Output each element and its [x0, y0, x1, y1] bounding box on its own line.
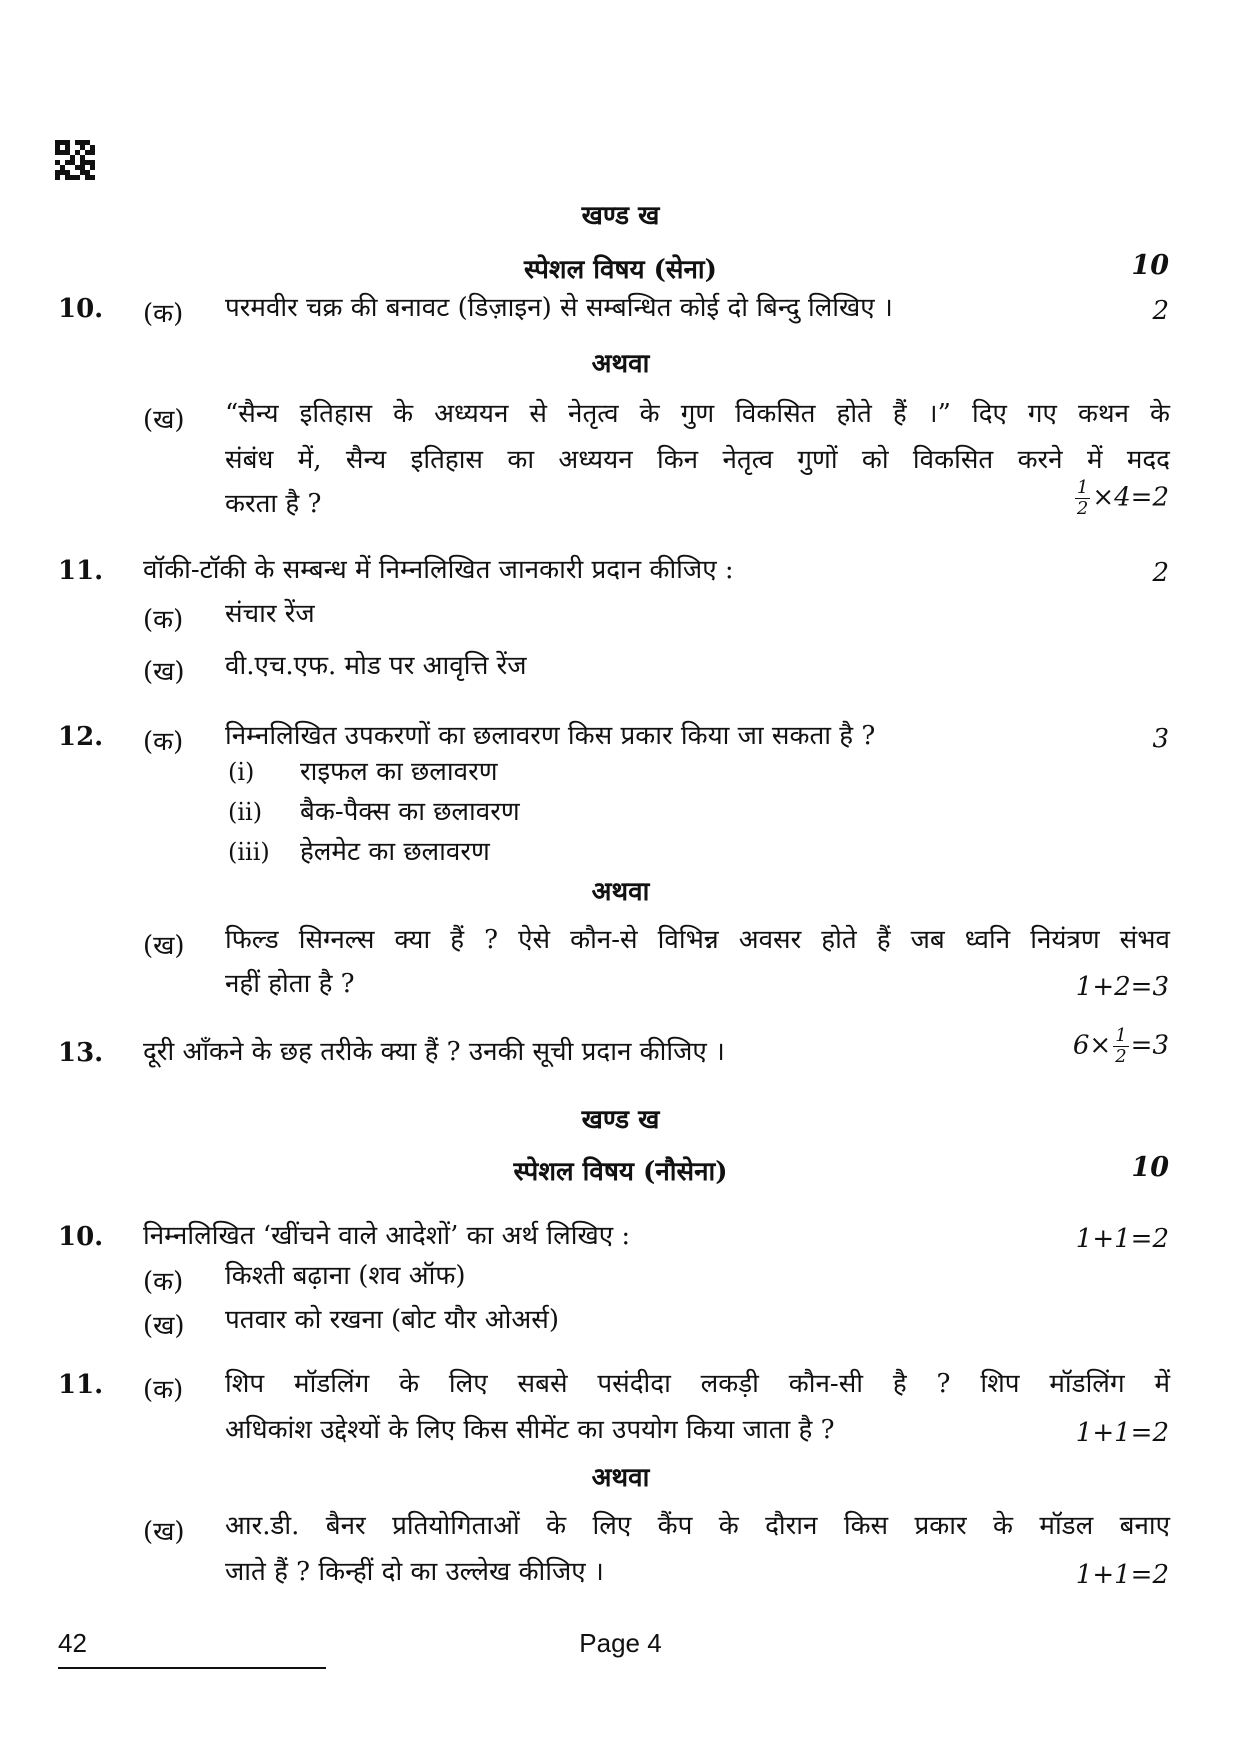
sub-item-label: (i) — [228, 758, 255, 786]
question-text-line: नहीं होता है ? — [225, 969, 355, 999]
sub-item: हेलमेट का छलावरण — [300, 837, 490, 867]
part-label: (क) — [143, 605, 184, 635]
question-text: निम्नलिखित उपकरणों का छलावरण किस प्रकार किया जा सकता है ? — [225, 721, 876, 751]
section-heading: खण्ड ख — [581, 201, 660, 231]
paper-code: 42 — [58, 1628, 87, 1658]
sub-item-label: (ii) — [228, 798, 263, 826]
question-text: वॉकी-टॉकी के सम्बन्ध में निम्नलिखित जानकारी प्रदान कीजिए : — [143, 555, 734, 585]
list-item: पतवार को रखना (बोट यौर ओअर्स) — [225, 1305, 559, 1335]
question-text-line: फिल्ड सिग्नल्स क्या हैं ? ऐसे कौन-से विभिन्न अवसर होते हैं जब ध्वनि नियंत्रण संभव — [225, 925, 1170, 955]
or-divider: अथवा — [591, 1463, 650, 1493]
fraction: $\frac{1}{2}$ — [1076, 477, 1089, 519]
question-text-line: संबंध में, सैन्य इतिहास का अध्ययन किन नेतृत्व गुणों को विकसित करने में मदद — [225, 445, 1170, 475]
part-label: (क) — [143, 727, 184, 757]
question-marks: 1+1=2 — [1075, 1560, 1169, 1590]
page-number: Page 4 — [579, 1628, 662, 1658]
question-text-line: अधिकांश उद्देश्यों के लिए किस सीमेंट का उपयोग किया जाता है ? — [225, 1415, 835, 1445]
question-number: 10. — [58, 294, 104, 324]
question-marks: 1+2=3 — [1075, 972, 1169, 1002]
question-text-line: आर.डी. बैनर प्रतियोगिताओं के लिए कैंप के दौरान किस प्रकार के मॉडल बनाए — [225, 1511, 1170, 1541]
question-text-line: जाते हैं ? किन्हीं दो का उल्लेख कीजिए । — [225, 1557, 604, 1587]
question-text: दूरी आँकने के छह तरीके क्या हैं ? उनकी सूची प्रदान कीजिए । — [143, 1037, 725, 1067]
fraction: $\frac{1}{2}$ — [1115, 1025, 1127, 1067]
question-text-line: शिप मॉडलिंग के लिए सबसे पसंदीदा लकड़ी कौन-सी है ? शिप मॉडलिंग में — [225, 1369, 1170, 1399]
sub-item-label: (iii) — [228, 838, 270, 866]
question-number: 11. — [58, 1370, 104, 1400]
section-subheading: स्पेशल विषय (सेना) — [524, 255, 717, 285]
section-total-marks: 10 — [1131, 250, 1169, 281]
part-label: (ख) — [143, 1311, 185, 1341]
question-marks: 1+1=2 — [1075, 1224, 1169, 1254]
question-number: 11. — [58, 556, 104, 586]
question-marks: 1+1=2 — [1075, 1418, 1169, 1448]
sub-item: राइफल का छलावरण — [300, 757, 498, 787]
part-label: (ख) — [143, 931, 185, 961]
question-text: परमवीर चक्र की बनावट (डिज़ाइन) से सम्बन्धित कोई दो बिन्दु लिखिए । — [225, 293, 893, 323]
part-label: (क) — [143, 299, 184, 329]
part-label: (ख) — [143, 1517, 185, 1547]
section-heading: खण्ड ख — [581, 1105, 660, 1135]
sub-item: बैक-पैक्स का छलावरण — [300, 797, 520, 827]
question-text-line: “सैन्य इतिहास के अध्ययन से नेतृत्व के गुण विकसित होते हैं ।” दिए गए कथन के — [225, 399, 1170, 429]
question-number: 10. — [58, 1222, 104, 1252]
part-label: (ख) — [143, 657, 185, 687]
section-subheading: स्पेशल विषय (नौसेना) — [513, 1157, 728, 1187]
question-number: 13. — [58, 1038, 104, 1068]
question-marks: 3 — [1152, 724, 1169, 754]
part-label: (क) — [143, 1375, 184, 1405]
part-label: (क) — [143, 1267, 184, 1297]
question-text-line: करता है ? — [225, 489, 322, 519]
list-item: किश्ती बढ़ाना (शव ऑफ) — [225, 1261, 466, 1291]
question-marks: 2 — [1152, 296, 1169, 326]
question-marks: 2 — [1152, 558, 1169, 588]
question-marks: $\frac{1}{2}$ ×4=2 — [1076, 477, 1169, 519]
qr-code-icon — [55, 140, 95, 180]
question-number: 12. — [58, 722, 104, 752]
list-item: वी.एच.एफ. मोड पर आवृत्ति रेंज — [225, 651, 527, 681]
list-item: संचार रेंज — [225, 599, 315, 629]
question-text: निम्नलिखित ‘खींचने वाले आदेशों’ का अर्थ लिखिए : — [143, 1221, 631, 1251]
or-divider: अथवा — [591, 877, 650, 907]
part-label: (ख) — [143, 405, 185, 435]
section-total-marks: 10 — [1131, 1152, 1169, 1183]
footer-divider — [58, 1667, 326, 1669]
question-marks: 6× $\frac{1}{2}$ =3 — [1072, 1025, 1169, 1067]
or-divider: अथवा — [591, 349, 650, 379]
